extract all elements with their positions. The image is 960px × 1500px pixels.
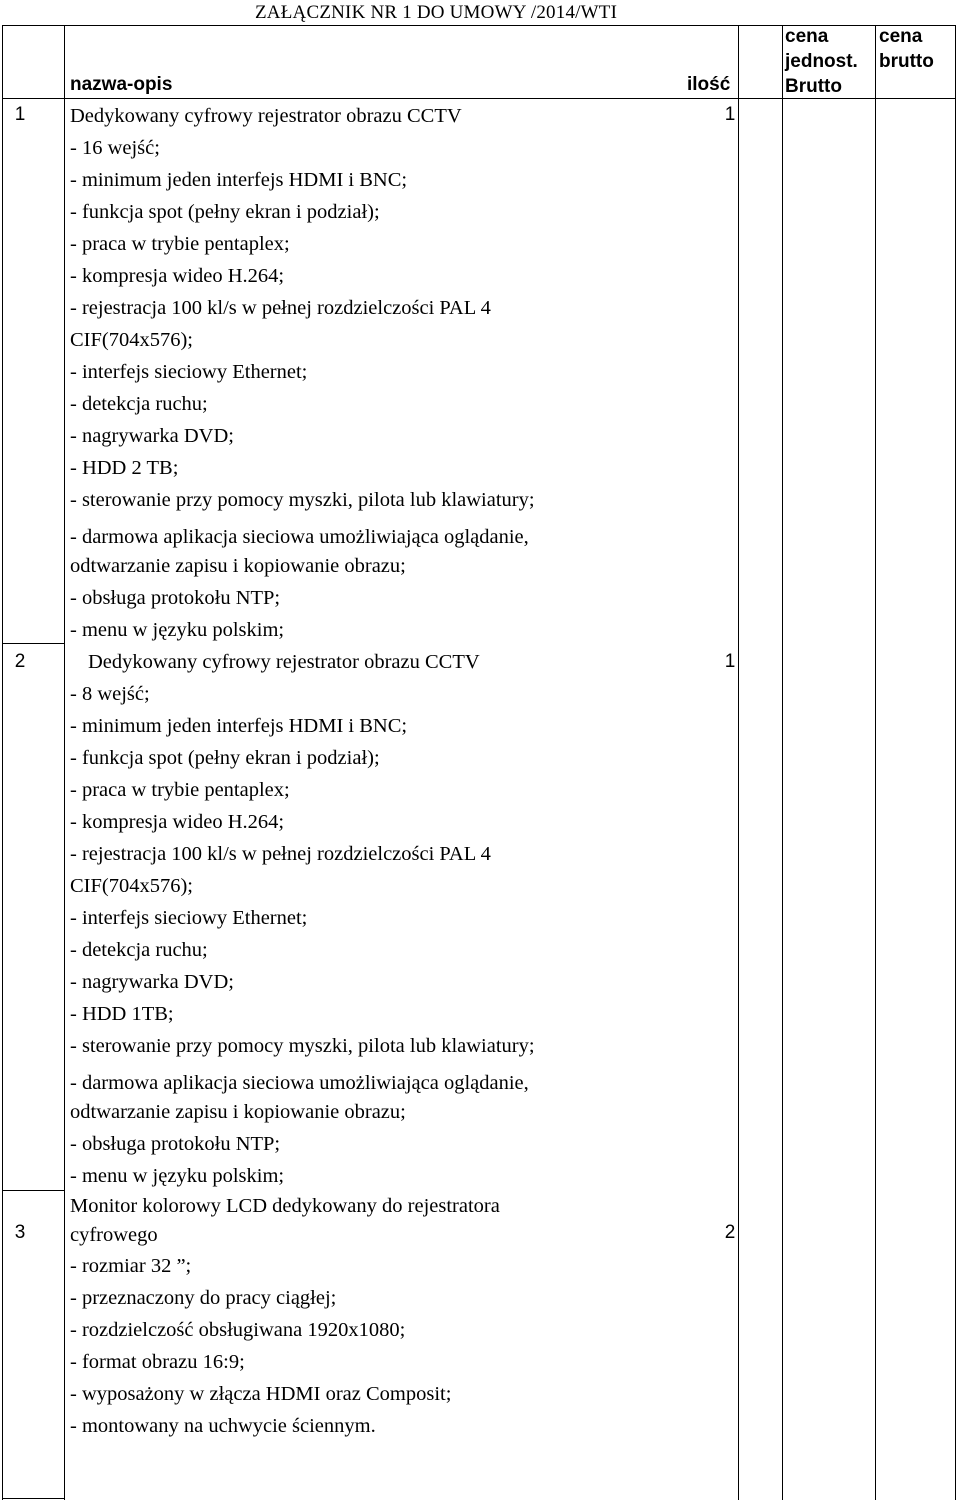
list-item: - rejestracja 100 kl/s w pełnej rozdzielczości PAL 4 xyxy=(70,297,491,319)
row-3-description xyxy=(70,1192,690,1442)
list-item: - rejestracja 100 kl/s w pełnej rozdzielczości PAL 4 xyxy=(70,843,491,865)
list-item: - minimum jeden interfejs HDMI i BNC; xyxy=(70,715,408,737)
list-item: - detekcja ruchu; xyxy=(70,939,208,961)
list-item: - darmowa aplikacja sieciowa umożliwiająca oglądanie, xyxy=(70,526,529,548)
list-item: - rozdzielczość obsługiwana 1920x1080; xyxy=(70,1319,406,1341)
list-item: - funkcja spot (pełny ekran i podział); xyxy=(70,747,380,769)
list-item: - format obrazu 16:9; xyxy=(70,1351,245,1373)
list-item: Dedykowany cyfrowy rejestrator obrazu CCTV xyxy=(70,105,462,127)
table-bottom-border xyxy=(2,1498,65,1499)
list-item: - nagrywarka DVD; xyxy=(70,971,234,993)
table-border-right xyxy=(955,25,956,1500)
row-1-quantity: 1 xyxy=(724,104,736,125)
header-name: nazwa-opis xyxy=(70,74,173,95)
row-1-bottom-border xyxy=(2,643,65,644)
list-item: - minimum jeden interfejs HDMI i BNC; xyxy=(70,169,408,191)
list-item: Dedykowany cyfrowy rejestrator obrazu CCTV xyxy=(88,651,480,673)
list-item: - montowany na uchwycie ściennym. xyxy=(70,1415,376,1437)
list-item: - praca w trybie pentaplex; xyxy=(70,233,290,255)
list-item: - rozmiar 32 ”; xyxy=(70,1255,192,1277)
row-3-quantity: 2 xyxy=(724,1222,736,1243)
header-quantity: ilość xyxy=(687,74,731,95)
list-item: - detekcja ruchu; xyxy=(70,393,208,415)
list-item: - interfejs sieciowy Ethernet; xyxy=(70,907,308,929)
list-item: CIF(704x576); xyxy=(70,875,193,897)
table-border-left xyxy=(2,25,3,1500)
list-item: - HDD 1TB; xyxy=(70,1003,174,1025)
list-item: - przeznaczony do pracy ciągłej; xyxy=(70,1287,337,1309)
header-gross-price-line2: brutto xyxy=(879,51,934,72)
list-item: cyfrowego xyxy=(70,1224,158,1246)
table-divider-number xyxy=(64,25,65,1500)
row-2-quantity: 1 xyxy=(724,651,736,672)
header-gross-price xyxy=(879,24,955,74)
row-2-number: 2 xyxy=(14,651,26,672)
list-item: - HDD 2 TB; xyxy=(70,457,179,479)
list-item: - menu w języku polskim; xyxy=(70,1165,285,1187)
row-1-number: 1 xyxy=(14,104,26,125)
header-unit-price-line3: Brutto xyxy=(785,76,842,97)
table-divider-gross-price xyxy=(875,25,876,1500)
list-item: - nagrywarka DVD; xyxy=(70,425,234,447)
header-unit-price-line1: cena xyxy=(785,26,829,47)
list-item: - sterowanie przy pomocy myszki, pilota lub klawiatury; xyxy=(70,1035,535,1057)
list-item: - kompresja wideo H.264; xyxy=(70,265,285,287)
document-title: ZAŁĄCZNIK NR 1 DO UMOWY /2014/WTI xyxy=(255,2,618,23)
list-item: - kompresja wideo H.264; xyxy=(70,811,285,833)
table-divider-unit-price xyxy=(782,25,783,1500)
row-2-bottom-border xyxy=(2,1190,65,1191)
list-item: odtwarzanie zapisu i kopiowanie obrazu; xyxy=(70,555,406,577)
list-item: - praca w trybie pentaplex; xyxy=(70,779,290,801)
list-item: Monitor kolorowy LCD dedykowany do rejestratora xyxy=(70,1195,500,1217)
list-item: - interfejs sieciowy Ethernet; xyxy=(70,361,308,383)
list-item: - wyposażony w złącza HDMI oraz Composit; xyxy=(70,1383,452,1405)
list-item: odtwarzanie zapisu i kopiowanie obrazu; xyxy=(70,1101,406,1123)
row-2-description xyxy=(70,646,690,1192)
list-item: - darmowa aplikacja sieciowa umożliwiająca oglądanie, xyxy=(70,1072,529,1094)
row-1-description xyxy=(70,100,690,646)
list-item: - obsługa protokołu NTP; xyxy=(70,587,281,609)
list-item: - 8 wejść; xyxy=(70,683,150,705)
table-divider-quantity xyxy=(738,25,739,1500)
header-unit-price xyxy=(785,24,875,99)
list-item: - menu w języku polskim; xyxy=(70,619,285,641)
list-item: - obsługa protokołu NTP; xyxy=(70,1133,281,1155)
list-item: - 16 wejść; xyxy=(70,137,160,159)
header-gross-price-line1: cena xyxy=(879,26,923,47)
row-3-number: 3 xyxy=(14,1222,26,1243)
header-unit-price-line2: jednost. xyxy=(785,51,858,72)
list-item: - funkcja spot (pełny ekran i podział); xyxy=(70,201,380,223)
list-item: CIF(704x576); xyxy=(70,329,193,351)
list-item: - sterowanie przy pomocy myszki, pilota lub klawiatury; xyxy=(70,489,535,511)
